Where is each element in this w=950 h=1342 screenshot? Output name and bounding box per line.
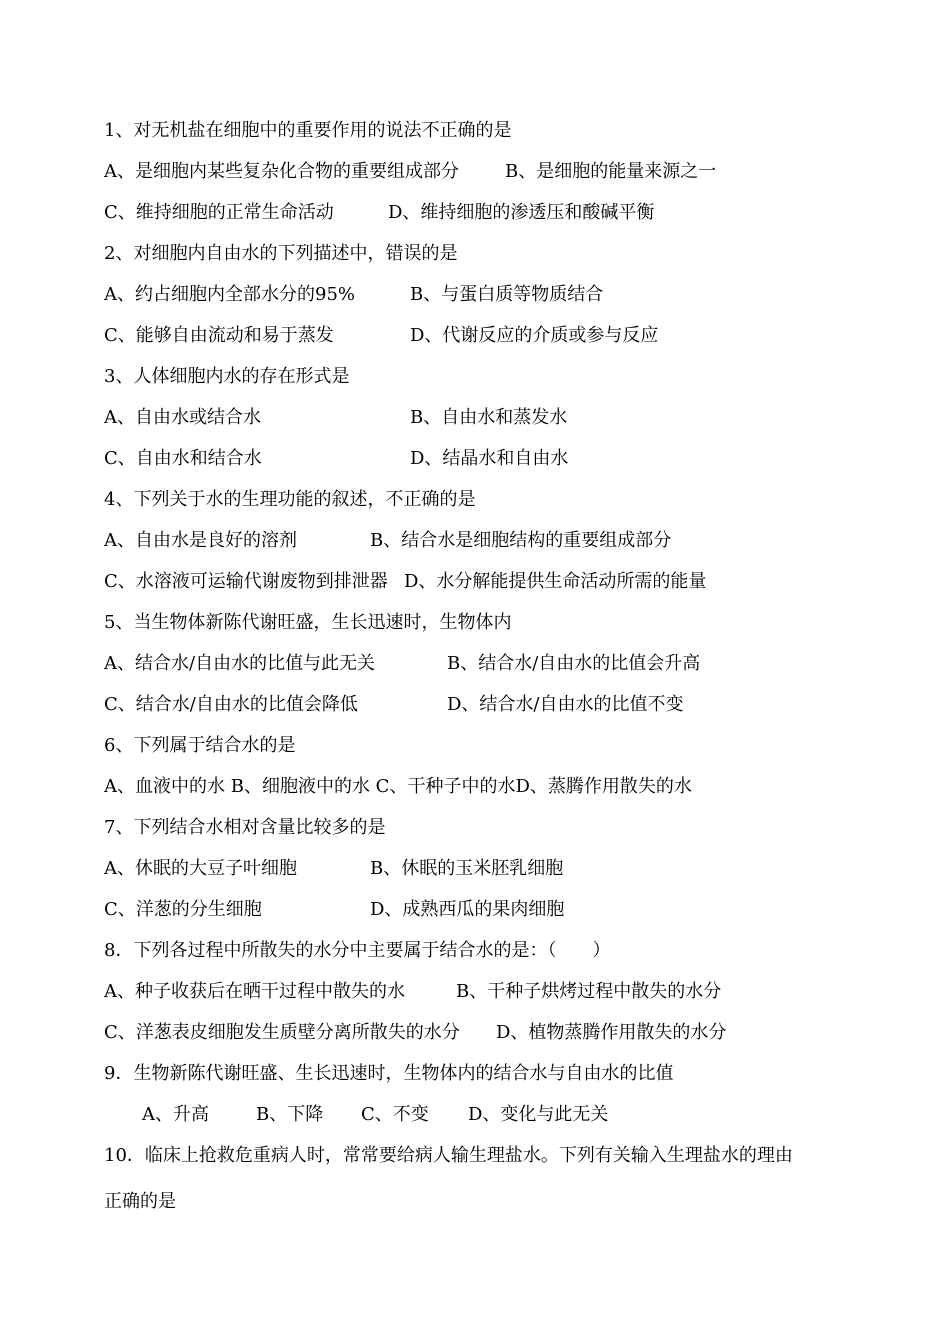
question-3-stem: 3、人体细胞内水的存在形式是 bbox=[104, 366, 350, 387]
question-9-option-a: A、升高 bbox=[142, 1104, 209, 1125]
question-7-option-b: B、休眠的玉米胚乳细胞 bbox=[370, 858, 564, 879]
question-2-option-b: B、与蛋白质等物质结合 bbox=[410, 284, 604, 305]
question-4-stem: 4、下列关于水的生理功能的叙述，不正确的是 bbox=[104, 489, 476, 510]
question-6-stem: 6、下列属于结合水的是 bbox=[104, 735, 296, 756]
question-2-option-d: D、代谢反应的介质或参与反应 bbox=[410, 325, 659, 346]
question-4-option-c: C、水溶液可运输代谢废物到排泄器 bbox=[104, 571, 388, 592]
question-3-option-c: C、自由水和结合水 bbox=[104, 448, 262, 469]
question-9-option-b: B、下降 bbox=[256, 1104, 324, 1125]
question-7-option-c: C、洋葱的分生细胞 bbox=[104, 899, 262, 920]
question-10-stem: 10．临床上抢救危重病人时，常常要给病人输生理盐水。下列有关输入生理盐水的理由 bbox=[104, 1145, 793, 1166]
question-4-option-d: D、水分解能提供生命活动所需的能量 bbox=[404, 571, 707, 592]
question-8-option-c: C、洋葱表皮细胞发生质壁分离所散失的水分 bbox=[104, 1022, 460, 1043]
question-5-option-c: C、结合水/自由水的比值会降低 bbox=[104, 694, 358, 715]
question-8-option-a: A、种子收获后在晒干过程中散失的水 bbox=[104, 981, 405, 1002]
question-1-option-b: B、是细胞的能量来源之一 bbox=[505, 161, 717, 182]
question-8-option-d: D、植物蒸腾作用散失的水分 bbox=[496, 1022, 727, 1043]
question-2-option-a: A、约占细胞内全部水分的95% bbox=[104, 284, 356, 305]
question-1-option-a: A、是细胞内某些复杂化合物的重要组成部分 bbox=[104, 161, 459, 182]
question-3-option-a: A、自由水或结合水 bbox=[104, 407, 261, 428]
question-9-stem: 9．生物新陈代谢旺盛、生长迅速时，生物体内的结合水与自由水的比值 bbox=[104, 1063, 674, 1084]
question-7-option-d: D、成熟西瓜的果肉细胞 bbox=[370, 899, 565, 920]
question-7-option-a: A、休眠的大豆子叶细胞 bbox=[104, 858, 297, 879]
question-8-stem: 8．下列各过程中所散失的水分中主要属于结合水的是：（ ） bbox=[104, 940, 611, 961]
question-2-option-c: C、能够自由流动和易于蒸发 bbox=[104, 325, 334, 346]
question-10-stem-continued: 正确的是 bbox=[104, 1191, 176, 1212]
question-8-option-b: B、干种子烘烤过程中散失的水分 bbox=[456, 981, 722, 1002]
question-4-option-a: A、自由水是良好的溶剂 bbox=[104, 530, 297, 551]
question-9-option-d: D、变化与此无关 bbox=[468, 1104, 609, 1125]
question-4-option-b: B、结合水是细胞结构的重要组成部分 bbox=[370, 530, 672, 551]
question-1-option-c: C、维持细胞的正常生命活动 bbox=[104, 202, 334, 223]
question-6-options: A、血液中的水 B、细胞液中的水 C、干种子中的水D、蒸腾作用散失的水 bbox=[104, 776, 692, 797]
question-1-stem: 1、对无机盐在细胞中的重要作用的说法不正确的是 bbox=[104, 120, 512, 141]
question-5-option-b: B、结合水/自由水的比值会升高 bbox=[447, 653, 701, 674]
question-9-option-c: C、不变 bbox=[361, 1104, 429, 1125]
question-5-option-d: D、结合水/自由水的比值不变 bbox=[447, 694, 684, 715]
question-3-option-d: D、结晶水和自由水 bbox=[410, 448, 569, 469]
question-5-stem: 5、当生物体新陈代谢旺盛，生长迅速时，生物体内 bbox=[104, 612, 512, 633]
question-7-stem: 7、下列结合水相对含量比较多的是 bbox=[104, 817, 386, 838]
question-1-option-d: D、维持细胞的渗透压和酸碱平衡 bbox=[388, 202, 655, 223]
question-5-option-a: A、结合水/自由水的比值与此无关 bbox=[104, 653, 376, 674]
question-2-stem: 2、对细胞内自由水的下列描述中，错误的是 bbox=[104, 243, 458, 264]
question-3-option-b: B、自由水和蒸发水 bbox=[410, 407, 568, 428]
